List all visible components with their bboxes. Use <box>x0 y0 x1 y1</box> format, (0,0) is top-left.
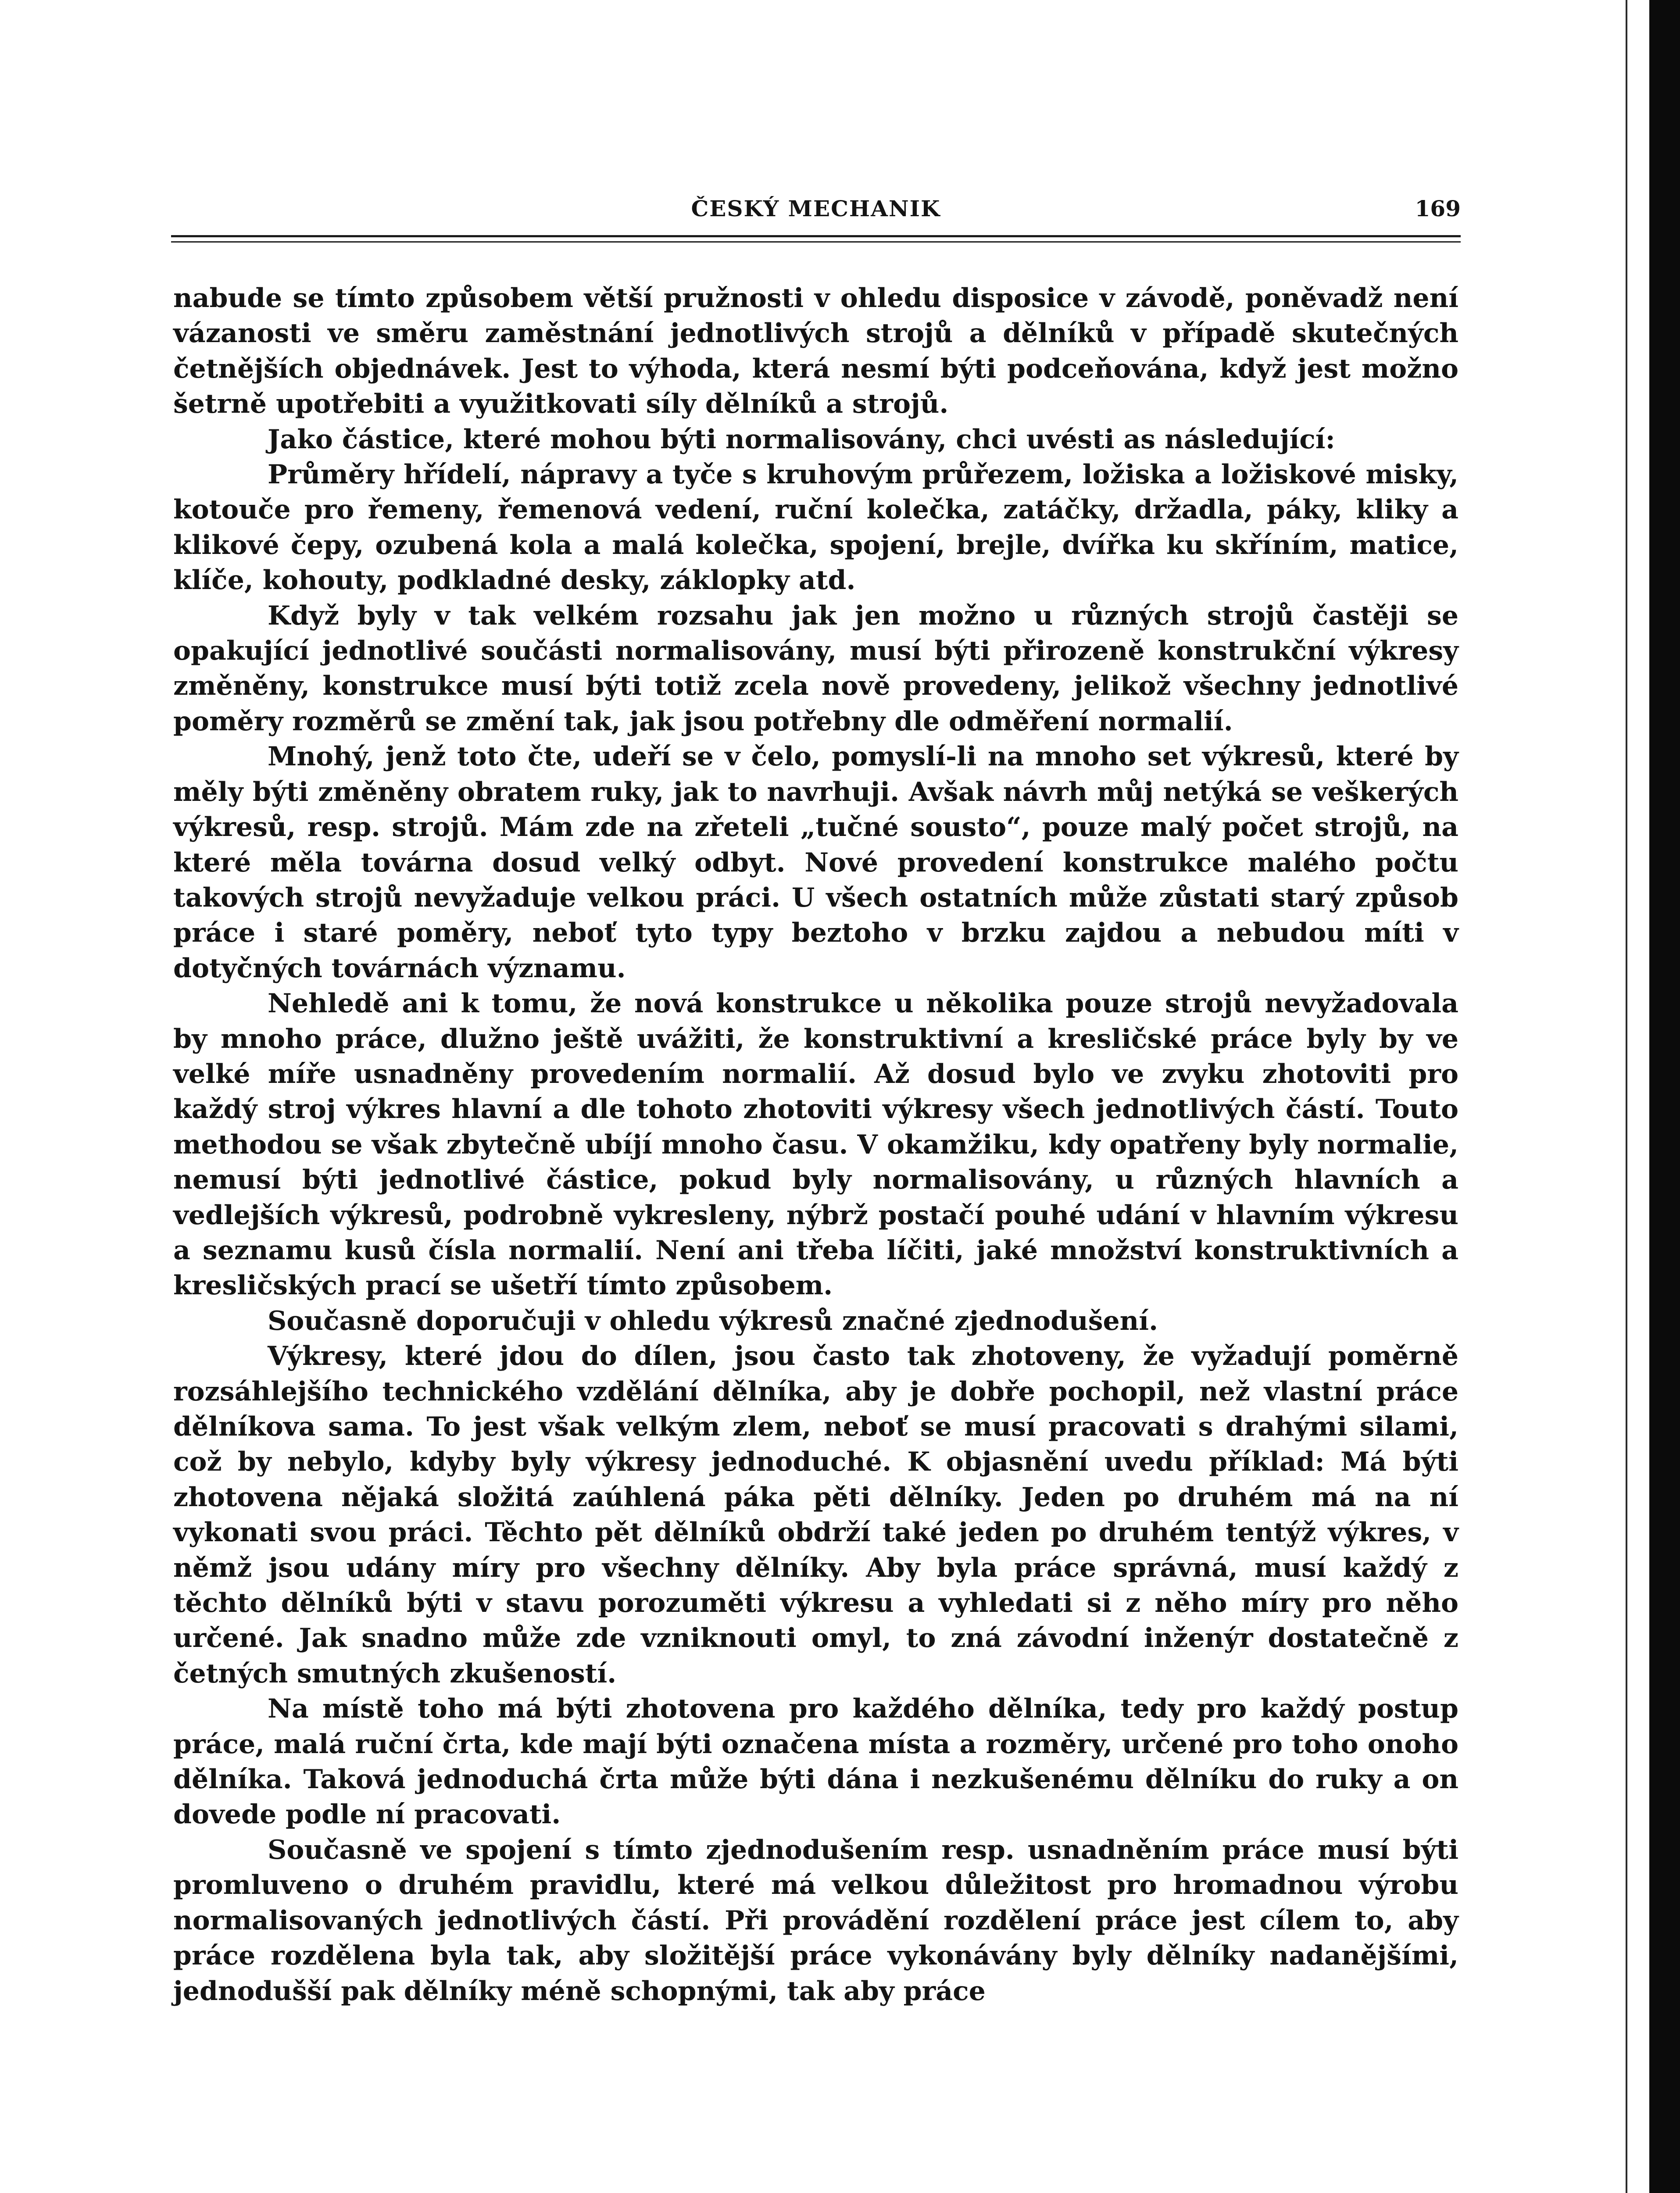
paragraph: nabude se tímto způsobem větší pružnosti v ohledu disposice v závodě, poněvadž není vázanosti ve směru zaměstnání jednotlivých strojů a dělníků v případě skutečných četnějších objednávek. Jest to výhoda, která nesmí býti podceňována, když jest možno šetrně upotřebiti a využitkovati síly dělníků a strojů. <box>173 283 1458 420</box>
paragraph: Mnohý, jenž toto čte, udeří se v čelo, pomyslí-li na mnoho set výkresů, které by měly býti změněny obratem ruky, jak to navrhuji. Avšak návrh můj netýká se veškerých výkresů, resp. strojů. Mám zde na zřeteli „tučné sousto“, pouze malý počet strojů, na které měla továrna dosud velký odbyt. Nové provedení konstrukce malého počtu takových strojů nevyžaduje velkou práci. U všech ostatních může zůstati starý způsob práce i staré poměry, neboť tyto typy beztoho v brzku zajdou a nebudou míti v dotyčných továrnách významu. <box>173 741 1458 984</box>
paragraph: Nehledě ani k tomu, že nová konstrukce u několika pouze strojů nevyžadovala by mnoho práce, dlužno ještě uvážiti, že konstruktivní a kresličské práce byly by ve velké míře usnadněny provedením normalií. Až dosud bylo ve zvyku zhotoviti pro každý stroj výkres hlavní a dle tohoto zhotoviti výkresy všech jednotlivých částí. Touto methodou se však zbytečně ubíjí mnoho času. V okamžiku, kdy opatřeny byly normalie, nemusí býti jednotlivé částice, pokud byly normalisovány, u různých hlavních a vedlejších výkresů, podrobně vykresleny, nýbrž postačí pouhé udání v hlavním výkresu a seznamu kusů čísla normalií. Není ani třeba líčiti, jaké množství konstruktivních a kresličských prací se ušetří tímto způsobem. <box>173 988 1458 1301</box>
header-rule-thick <box>171 235 1461 237</box>
paragraph: Současně ve spojení s tímto zjednodušením resp. usnadněním práce musí býti promluveno o druhém pravidlu, které má velkou důležitost pro hromadnou výrobu normalisovaných jednotlivých částí. Při provádění rozdělení práce jest cílem to, aby práce rozdělena byla tak, aby složitější práce vykonávány byly dělníky nadanějšími, jednodušší pak dělníky méně schopnými, tak aby práce <box>173 1834 1458 2007</box>
scan-page-edge <box>1626 0 1627 2193</box>
running-title: ČESKÝ MECHANIK <box>691 196 941 221</box>
paragraph: Současně doporučuji v ohledu výkresů značné zjednodušení. <box>268 1305 1158 1336</box>
paragraph: Jako částice, které mohou býti normalisovány, chci uvésti as následující: <box>268 424 1335 455</box>
page-header <box>171 193 1461 228</box>
page-number: 169 <box>1415 196 1461 221</box>
scan-border <box>1649 0 1680 2193</box>
article-body <box>173 281 1458 2009</box>
header-rule-thin <box>171 241 1461 243</box>
paragraph: Průměry hřídelí, nápravy a tyče s kruhovým průřezem, ložiska a ložiskové misky, kotouče pro řemeny, řemenová vedení, ruční kolečka, zatáčky, držadla, páky, kliky a klikové čepy, ozubená kola a malá kolečka, spojení, brejle, dvířka ku skříním, matice, klíče, kohouty, podkladné desky, záklopky atd. <box>173 459 1458 596</box>
paragraph: Když byly v tak velkém rozsahu jak jen možno u různých strojů častěji se opakující jednotlivé součásti normalisovány, musí býti přirozeně konstrukční výkresy změněny, konstrukce musí býti totiž zcela nově provedeny, jelikož všechny jednotlivé poměry rozměrů se změní tak, jak jsou potřebny dle odměření normalií. <box>173 600 1458 737</box>
paragraph: Na místě toho má býti zhotovena pro každého dělníka, tedy pro každý postup práce, malá ruční črta, kde mají býti označena místa a rozměry, určené pro toho onoho dělníka. Taková jednoduchá črta může býti dána i nezkušenému dělníku do ruky a on dovede podle ní pracovati. <box>173 1693 1458 1830</box>
paragraph: Výkresy, které jdou do dílen, jsou často tak zhotoveny, že vyžadují poměrně rozsáhlejšího technického vzdělání dělníka, aby je dobře pochopil, než vlastní práce dělníkova sama. To jest však velkým zlem, neboť se musí pracovati s drahými silami, což by nebylo, kdyby byly výkresy jednoduché. K objasnění uvedu příklad: Má býti zhotovena nějaká složitá zaúhlená páka pěti dělníky. Jeden po druhém má na ní vykonati svou práci. Těchto pět dělníků obdrží také jeden po druhém tentýž výkres, v němž jsou udány míry pro všechny dělníky. Aby byla práce správná, musí každý z těchto dělníků býti v stavu porozuměti výkresu a vyhledati si z něho míry pro něho určené. Jak snadno může zde vzniknouti omyl, to zná závodní inženýr dostatečně z četných smutných zkušeností. <box>173 1341 1458 1689</box>
